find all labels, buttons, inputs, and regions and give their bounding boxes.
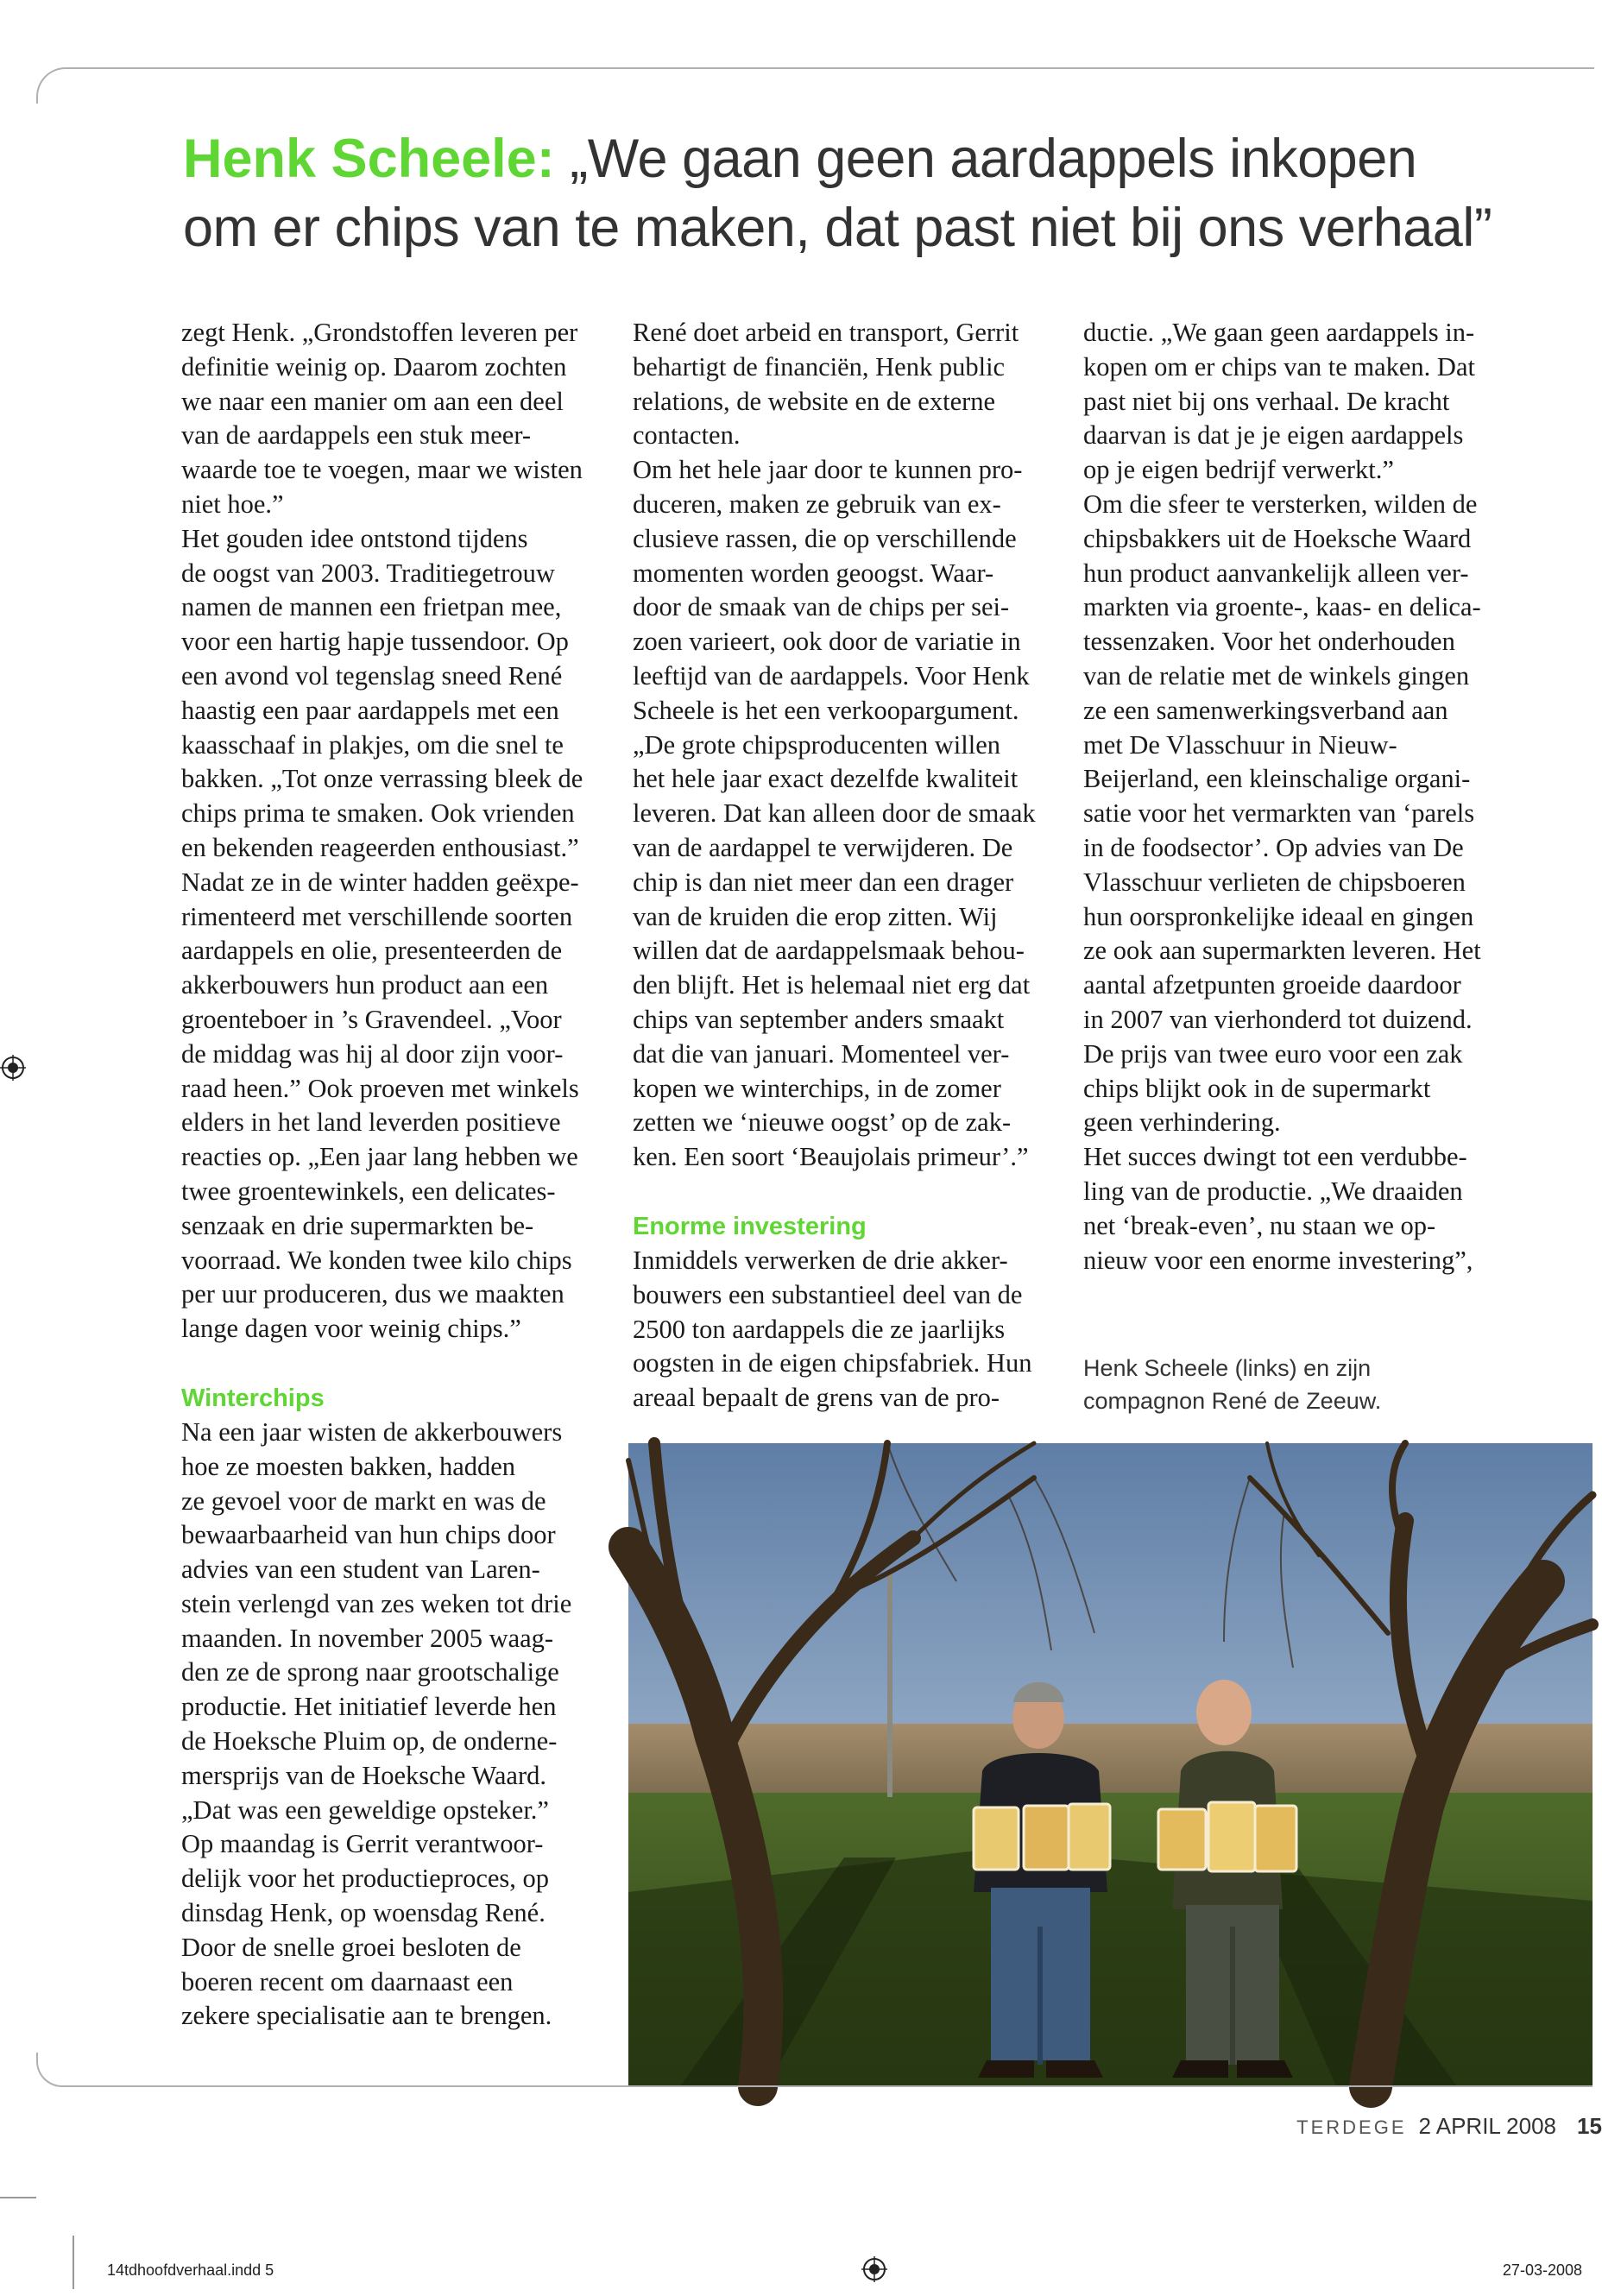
photo-caption: [1083, 1352, 1532, 1417]
article-column-1: [181, 316, 606, 2034]
top-border-rule: [36, 67, 1594, 104]
text-line: voorraad. We konden twee kilo chips: [181, 1245, 572, 1275]
text-line: geen verhindering.: [1083, 1107, 1281, 1138]
column1-paragraph-2: [181, 1416, 606, 2034]
text-line: boeren recent om daarnaast een: [181, 1966, 514, 1996]
page-footer: [1296, 2113, 1602, 2148]
text-line: door de smaak van de chips per sei-: [633, 592, 1010, 622]
text-line: zegt Henk. „Grondstoffen leveren per: [181, 318, 578, 347]
text-line: duceren, maken ze gebruik van ex-: [633, 489, 1001, 519]
crop-mark: [73, 2236, 74, 2289]
text-line: waarde toe te voegen, maar we wisten: [181, 455, 583, 485]
column-gap: [633, 1175, 1057, 1209]
text-line: in 2007 van vierhonderd tot duizend.: [1083, 1004, 1473, 1034]
text-line: kopen om er chips van te maken. Dat: [1083, 351, 1475, 382]
text-line: in de foodsector’. Op advies van De: [1083, 832, 1464, 862]
slug-filename: 14tdhoofdverhaal.indd 5: [107, 2261, 274, 2279]
text-line: chip is dan niet meer dan een drager: [633, 867, 1014, 897]
text-line: een avond vol tegenslag sneed René: [181, 660, 563, 691]
text-line: chips prima te smaken. Ook vrienden: [181, 798, 575, 829]
text-line: ze een samenwerkingsverband aan: [1083, 695, 1448, 725]
text-line: raad heen.” Ook proeven met winkels: [181, 1073, 579, 1103]
text-line: van de kruiden die erop zitten. Wij: [633, 901, 998, 931]
text-line: Inmiddels verwerken de drie akker-: [633, 1245, 1008, 1275]
bottom-border-rule: [36, 2053, 1593, 2087]
article-photo: [628, 1443, 1593, 2086]
text-line: Om die sfeer te versterken, wilden de: [1083, 489, 1478, 519]
column1-paragraph-1: [181, 316, 606, 1347]
text-line: ductie. „We gaan geen aardappels in-: [1083, 318, 1475, 347]
text-line: relations, de website en de externe: [633, 386, 996, 416]
subhead-enorme-investering: Enorme investering: [633, 1212, 867, 1240]
text-line: willen dat de aardappelsmaak behou-: [633, 936, 1025, 966]
text-line: areaal bepaalt de grens van de pro-: [633, 1383, 1000, 1413]
text-line: net ‘break-even’, nu staan we op-: [1083, 1210, 1436, 1240]
text-line: kaasschaaf in plakjes, om die snel te: [181, 729, 564, 760]
text-line: zekere specialisatie aan te brengen.: [181, 2001, 552, 2031]
text-line: definitie weinig op. Daarom zochten: [181, 351, 567, 382]
text-line: kopen we winterchips, in de zomer: [633, 1073, 1001, 1103]
column-gap: [181, 1347, 606, 1381]
headline-speaker: Henk Scheele:: [183, 129, 555, 189]
text-line: ze gevoel voor de markt en was de: [181, 1485, 546, 1516]
text-line: met De Vlasschuur in Nieuw-: [1083, 729, 1397, 760]
text-line: Door de snelle groei besloten de: [181, 1932, 521, 1962]
text-line: 2500 ton aardappels die ze jaarlijks: [633, 1314, 1006, 1344]
text-line: chips blijkt ook in de supermarkt: [1083, 1073, 1431, 1103]
column3-paragraph-1: [1083, 316, 1515, 1277]
registration-mark-icon: [861, 2256, 887, 2282]
text-line: van de aardappel te verwijderen. De: [633, 832, 1013, 862]
text-line: leveren. Dat kan alleen door de smaak: [633, 798, 1036, 829]
text-line: hun product aanvankelijk alleen ver-: [1083, 558, 1469, 588]
text-line: per uur produceren, dus we maakten: [181, 1279, 564, 1309]
text-line: ze ook aan supermarkten leveren. Het: [1083, 936, 1481, 966]
text-line: de Hoeksche Pluim op, de onderne-: [181, 1726, 558, 1757]
text-line: chipsbakkers uit de Hoeksche Waard: [1083, 523, 1472, 553]
text-line: markten via groente-, kaas- en delica-: [1083, 592, 1481, 622]
text-line: groenteboer in ’s Gravendeel. „Voor: [181, 1004, 562, 1034]
magazine-name: TERDEGE: [1296, 2116, 1407, 2138]
text-line: lange dagen voor weinig chips.”: [181, 1314, 521, 1344]
text-line: van de aardappels een stuk meer-: [181, 420, 532, 451]
text-line: voor een hartig hapje tussendoor. Op: [181, 627, 569, 657]
text-line: momenten worden geoogst. Waar-: [633, 558, 994, 588]
text-line: tessenzaken. Voor het onderhouden: [1083, 627, 1455, 657]
text-line: behartigt de financiën, Henk public: [633, 351, 1006, 382]
registration-mark-icon: [0, 1055, 26, 1081]
text-line: Beijerland, een kleinschalige organi-: [1083, 764, 1471, 794]
text-line: senzaak en drie supermarkten be-: [181, 1210, 534, 1240]
text-line: bewaarbaarheid van hun chips door: [181, 1520, 556, 1550]
text-line: we naar een manier om aan een deel: [181, 386, 564, 416]
text-line: Scheele is het een verkoopargument.: [633, 695, 1019, 725]
text-line: de oogst van 2003. Traditiegetrouw: [181, 558, 555, 588]
text-line: twee groentewinkels, een delicates-: [181, 1176, 556, 1206]
text-line: hun oorspronkelijke ideaal en gingen: [1083, 901, 1474, 931]
caption-line: Henk Scheele (links) en zijn: [1083, 1355, 1372, 1381]
text-line: den blijft. Het is helemaal niet erg dat: [633, 970, 1031, 1000]
caption-line: compagnon René de Zeeuw.: [1083, 1388, 1382, 1414]
text-line: Het succes dwingt tot een verdubbe-: [1083, 1142, 1467, 1172]
text-line: niet hoe.”: [181, 489, 284, 519]
text-line: zetten we ‘nieuwe oogst’ op de zak-: [633, 1107, 1012, 1138]
text-line: chips van september anders smaakt: [633, 1004, 1005, 1034]
text-line: „Dat was een geweldige opsteker.”: [181, 1795, 549, 1825]
text-line: bouwers een substantieel deel van de: [633, 1279, 1023, 1309]
text-line: past niet bij ons verhaal. De kracht: [1083, 386, 1450, 416]
text-line: delijk voor het productieproces, op: [181, 1864, 550, 1894]
text-line: den ze de sprong naar grootschalige: [181, 1657, 559, 1687]
text-line: nieuw voor een enorme investering”,: [1083, 1245, 1473, 1275]
text-line: dinsdag Henk, op woensdag René.: [181, 1898, 546, 1928]
text-line: het hele jaar exact dezelfde kwaliteit: [633, 764, 1019, 794]
text-line: namen de mannen een frietpan mee,: [181, 592, 562, 622]
text-line: aardappels en olie, presenteerden de: [181, 936, 563, 966]
text-line: leeftijd van de aardappels. Voor Henk: [633, 660, 1030, 691]
text-line: maanden. In november 2005 waag-: [181, 1623, 554, 1653]
column2-paragraph-1: [633, 316, 1057, 1175]
text-line: advies van een student van Laren-: [181, 1555, 540, 1585]
text-line: elders in het land leverden positieve: [181, 1107, 561, 1138]
text-line: hoe ze moesten bakken, hadden: [181, 1451, 516, 1481]
slug-date: 27-03-2008: [1502, 2261, 1582, 2279]
text-line: op je eigen bedrijf verwerkt.”: [1083, 455, 1394, 485]
article-column-3: [1083, 316, 1515, 1277]
text-line: stein verlengd van zes weken tot drie: [181, 1588, 572, 1618]
headline-quote-line1: „We gaan geen aardappels inkopen: [570, 129, 1417, 189]
text-line: Om het hele jaar door te kunnen pro-: [633, 455, 1023, 485]
subhead-winterchips: Winterchips: [181, 1384, 325, 1412]
headline-quote-line2: om er chips van te maken, dat past niet bij ons verhaal”: [183, 198, 1492, 258]
text-line: en bekenden reageerden enthousiast.”: [181, 832, 579, 862]
text-line: mersprijs van de Hoeksche Waard.: [181, 1760, 546, 1790]
text-line: Op maandag is Gerrit verantwoor-: [181, 1829, 544, 1859]
text-line: oogsten in de eigen chipsfabriek. Hun: [633, 1348, 1032, 1378]
text-line: bakken. „Tot onze verrassing bleek de: [181, 764, 583, 794]
text-line: René doet arbeid en transport, Gerrit: [633, 318, 1019, 347]
text-line: productie. Het initiatief leverde hen: [181, 1692, 557, 1722]
text-line: rimenteerd met verschillende soorten: [181, 901, 573, 931]
text-line: Na een jaar wisten de akkerbouwers: [181, 1416, 563, 1447]
text-line: clusieve rassen, die op verschillende: [633, 523, 1017, 553]
text-line: Het gouden idee ontstond tijdens: [181, 523, 528, 553]
text-line: „De grote chipsproducenten willen: [633, 729, 1001, 760]
text-line: akkerbouwers hun product aan een: [181, 970, 549, 1000]
text-line: de middag was hij al door zijn voor-: [181, 1038, 564, 1069]
text-line: De prijs van twee euro voor een zak: [1083, 1038, 1463, 1069]
crop-mark: [0, 2197, 36, 2198]
text-line: reacties op. „Een jaar lang hebben we: [181, 1142, 578, 1172]
page-headline: [183, 124, 1529, 262]
text-line: dat die van januari. Momenteel ver-: [633, 1038, 1010, 1069]
text-line: Nadat ze in de winter hadden geëxpe-: [181, 867, 579, 897]
page-number: 15: [1577, 2113, 1602, 2139]
text-line: van de relatie met de winkels gingen: [1083, 660, 1470, 691]
article-column-2: [633, 316, 1057, 1416]
text-line: ling van de productie. „We draaiden: [1083, 1176, 1463, 1206]
text-line: satie voor het vermarkten van ‘parels: [1083, 798, 1475, 829]
issue-date: 2 APRIL 2008: [1418, 2113, 1556, 2139]
photo-two-farmers-with-chips: [628, 1443, 1593, 2086]
text-line: Vlasschuur verlieten de chipsboeren: [1083, 867, 1466, 897]
text-line: contacten.: [633, 420, 741, 451]
text-line: daarvan is dat je je eigen aardappels: [1083, 420, 1464, 451]
text-line: zoen varieert, ook door de variatie in: [633, 627, 1021, 657]
text-line: ken. Een soort ‘Beaujolais primeur’.”: [633, 1142, 1029, 1172]
text-line: aantal afzetpunten groeide daardoor: [1083, 970, 1461, 1000]
text-line: haastig een paar aardappels met een: [181, 695, 559, 725]
column2-paragraph-2: [633, 1244, 1057, 1416]
